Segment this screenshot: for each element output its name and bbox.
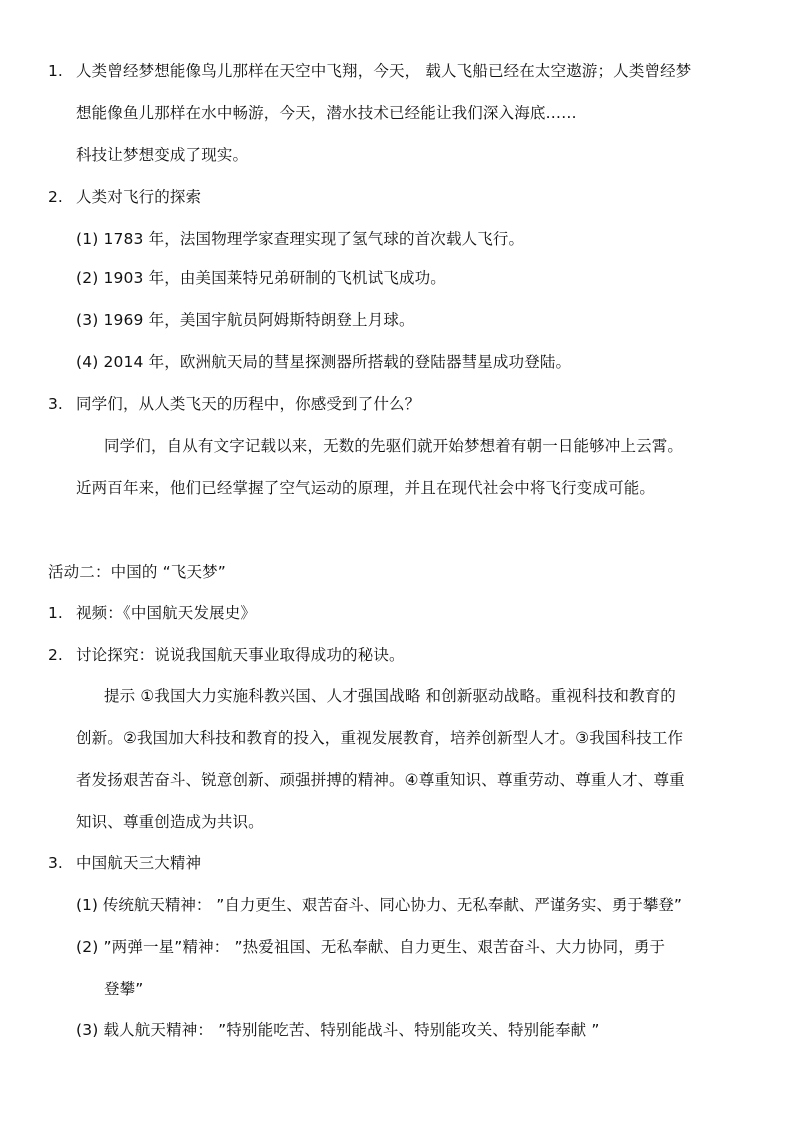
item-3-title: 同学们，从人类飞天的历程中，你感受到了什么？: [76, 395, 421, 413]
item-3-paragraph-line-2: 近两百年来，他们已经掌握了空气运动的原理，并且在现代社会中将飞行变成可能。: [76, 479, 656, 497]
item-1-number: 1.: [48, 62, 63, 80]
item-1-line-2: 想能像鱼儿那样在水中畅游，今天，潜水技术已经能让我们深入海底……: [76, 104, 577, 122]
item-3-number: 3.: [48, 395, 63, 413]
item-2-sub-3: (3) 1969 年，美国宇航员阿姆斯特朗登上月球。: [76, 311, 415, 329]
hint-line-2: 创新。②我国加大科技和教育的投入，重视发展教育，培养创新型人才。③我国科技工作: [76, 729, 684, 747]
item-3-paragraph-line-1: 同学们，自从有文字记载以来，无数的先驱们就开始梦想着有朝一日能够冲上云霄。: [104, 437, 684, 455]
spirit-2: (2) ”两弹一星”精神： ”热爱祖国、无私奉献、自力更生、艰苦奋斗、大力协同，勇于: [76, 938, 666, 956]
item-1-line-1: 人类曾经梦想能像鸟儿那样在天空中飞翔，今天， 载人飞船已经在太空遨游；人类曾经梦: [76, 62, 692, 80]
activity-2-item-1-number: 1.: [48, 604, 63, 622]
activity-2-item-3-title: 中国航天三大精神: [76, 854, 202, 872]
hint-line-4: 知识、尊重创造成为共识。: [76, 813, 264, 831]
activity-2-item-1-text: 视频：《中国航天发展史》: [76, 604, 257, 622]
item-2-sub-1: (1) 1783 年，法国物理学家查理实现了氢气球的首次载人飞行。: [76, 230, 525, 248]
item-2-title: 人类对飞行的探索: [76, 188, 202, 206]
spirit-2-continuation: 登攀”: [104, 980, 144, 998]
item-1-line-3: 科技让梦想变成了现实。: [76, 146, 249, 164]
activity-2-item-2-number: 2.: [48, 646, 63, 664]
hint-line-3: 者发扬艰苦奋斗、锐意创新、顽强拼搏的精神。④尊重知识、尊重劳动、尊重人才、尊重: [76, 771, 685, 789]
activity-2-item-3-number: 3.: [48, 854, 63, 872]
activity-2-heading: 活动二：中国的 “飞天梦”: [48, 563, 226, 581]
item-2-sub-2: (2) 1903 年，由美国莱特兄弟研制的飞机试飞成功。: [76, 269, 446, 287]
item-2-sub-4: (4) 2014 年，欧洲航天局的彗星探测器所搭载的登陆器彗星成功登陆。: [76, 353, 572, 371]
spirit-1: (1) 传统航天精神： ”自力更生、艰苦奋斗、同心协力、无私奉献、严谨务实、勇于攀登”: [76, 896, 682, 914]
hint-line-1: 提示 ①我国大力实施科教兴国、人才强国战略 和创新驱动战略。重视科技和教育的: [104, 687, 676, 705]
spirit-3: (3) 载人航天精神： ”特别能吃苦、特别能战斗、特别能攻关、特别能奉献 ”: [76, 1021, 600, 1039]
activity-2-item-2-text: 讨论探究：说说我国航天事业取得成功的秘诀。: [76, 646, 405, 664]
item-2-number: 2.: [48, 188, 63, 206]
